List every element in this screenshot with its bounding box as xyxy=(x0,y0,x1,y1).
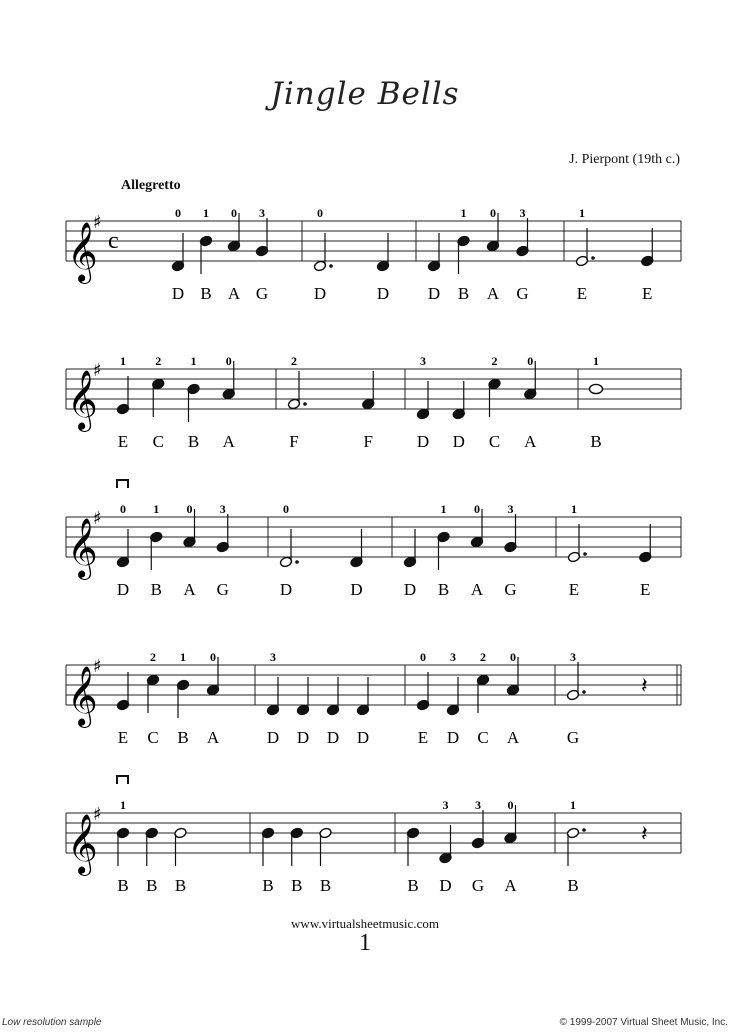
fingering-number: 2 xyxy=(480,650,486,664)
fingering-number: 0 xyxy=(420,650,426,664)
key-signature-sharp: ♯ xyxy=(93,656,102,677)
treble-clef-icon: 𝄞 xyxy=(67,814,98,874)
note-name-label: D xyxy=(416,432,430,451)
treble-clef-icon: 𝄞 xyxy=(67,518,98,578)
time-signature: c xyxy=(108,228,119,254)
note-name-label: B xyxy=(174,876,187,895)
augmentation-dot xyxy=(303,402,307,406)
note-name-label: A xyxy=(470,580,484,599)
fingering-number: 0 xyxy=(186,502,193,516)
augmentation-dot xyxy=(582,690,586,694)
augmentation-dot xyxy=(582,828,586,832)
fingering-number: 2 xyxy=(150,650,156,664)
fingering-number: 3 xyxy=(519,206,526,220)
quarter-rest: 𝄽 xyxy=(641,822,648,847)
fingering-number: 3 xyxy=(450,650,456,664)
note-name-label: C xyxy=(488,432,501,451)
note-name-label: A xyxy=(524,432,537,451)
fingering-number: 0 xyxy=(283,502,289,516)
note-name-label: B xyxy=(200,284,212,303)
note-name-label: C xyxy=(152,432,164,451)
fingering-number: 0 xyxy=(120,502,126,516)
fingering-number: 0 xyxy=(175,206,181,220)
fingering-number: 1 xyxy=(203,206,209,220)
fingering-number: 3 xyxy=(420,354,426,368)
note-name-label: D xyxy=(171,284,185,303)
fingering-number: 1 xyxy=(120,354,126,368)
composer-credit: J. Pierpont (19th c.) xyxy=(569,152,680,167)
note-name-label: B xyxy=(146,876,158,895)
staff-system xyxy=(66,354,681,451)
note-name-label: B xyxy=(457,284,470,303)
down-bow-icon xyxy=(117,776,128,784)
note-name-label: B xyxy=(319,876,332,895)
note-name-label: B xyxy=(150,580,162,599)
tempo-marking: Allegretto xyxy=(121,178,181,193)
note-name-label: B xyxy=(262,876,274,895)
fingering-number: 1 xyxy=(579,206,585,220)
note-name-label: A xyxy=(506,728,520,747)
fingering-number: 2 xyxy=(155,354,162,368)
staff-system xyxy=(66,776,681,895)
note-name-label: E xyxy=(117,432,129,451)
note-name-label: A xyxy=(227,284,241,303)
key-signature-sharp: ♯ xyxy=(93,508,102,529)
note-name-label: G xyxy=(516,284,529,303)
piece-title: Jingle Bells xyxy=(270,76,460,112)
fingering-number: 1 xyxy=(180,650,186,664)
low-resolution-note: Low resolution sample xyxy=(2,1017,102,1028)
staff-system xyxy=(66,480,681,599)
note-name-label: C xyxy=(477,728,489,747)
note-name-label: B xyxy=(187,432,200,451)
note-name-label: D xyxy=(403,580,417,599)
note-name-label: D xyxy=(452,432,465,451)
fingering-number: 3 xyxy=(270,650,276,664)
fingering-number: 0 xyxy=(317,206,323,220)
fingering-number: 0 xyxy=(510,650,516,664)
note-name-label: E xyxy=(576,284,588,303)
note-name-label: A xyxy=(486,284,500,303)
treble-clef-icon: 𝄞 xyxy=(67,222,98,282)
note-name-label: F xyxy=(289,432,299,451)
key-signature-sharp: ♯ xyxy=(93,212,102,233)
note-name-label: G xyxy=(255,284,269,303)
fingering-number: 0 xyxy=(225,354,232,368)
fingering-number: 3 xyxy=(259,206,265,220)
fingering-number: 1 xyxy=(593,354,599,368)
note-name-label: A xyxy=(504,876,517,895)
note-name-label: E xyxy=(640,580,651,599)
note-name-label: A xyxy=(206,728,220,747)
note-name-label: D xyxy=(376,284,390,303)
key-signature-sharp: ♯ xyxy=(93,804,102,825)
note-name-label: D xyxy=(427,284,441,303)
note-name-label: D xyxy=(350,580,363,599)
note-name-label: D xyxy=(296,728,310,747)
note-name-label: E xyxy=(568,580,580,599)
fingering-number: 1 xyxy=(571,502,577,516)
augmentation-dot xyxy=(295,560,299,564)
note-name-label: D xyxy=(439,876,452,895)
fingering-number: 1 xyxy=(153,502,160,516)
fingering-number: 1 xyxy=(570,798,576,812)
fingering-number: 3 xyxy=(570,650,576,664)
fingering-number: 3 xyxy=(507,502,514,516)
treble-clef-icon: 𝄞 xyxy=(67,666,98,726)
copyright-notice: © 1999-2007 Virtual Sheet Music, Inc. xyxy=(559,1017,728,1028)
fingering-number: 0 xyxy=(490,206,496,220)
note-name-label: D xyxy=(326,728,340,747)
note-name-label: G xyxy=(216,580,229,599)
down-bow-icon xyxy=(117,480,128,488)
augmentation-dot xyxy=(329,264,333,268)
fingering-number: 0 xyxy=(210,650,216,664)
note-name-label: C xyxy=(147,728,159,747)
note-name-label: B xyxy=(291,876,303,895)
note-name-label: G xyxy=(504,580,517,599)
note-name-label: D xyxy=(279,580,293,599)
treble-clef-icon: 𝄞 xyxy=(67,370,98,430)
staff-system xyxy=(66,206,681,303)
fingering-number: 2 xyxy=(491,354,498,368)
note-name-label: D xyxy=(116,580,130,599)
fingering-number: 0 xyxy=(474,502,480,516)
note-name-label: B xyxy=(567,876,579,895)
staff-system xyxy=(66,650,681,747)
fingering-number: 0 xyxy=(527,354,534,368)
note-name-label: G xyxy=(566,728,580,747)
fingering-number: 1 xyxy=(190,354,197,368)
note-name-label: B xyxy=(117,876,129,895)
note-name-label: F xyxy=(363,432,373,451)
fingering-number: 3 xyxy=(475,798,481,812)
note-name-label: G xyxy=(471,876,485,895)
note-name-label: D xyxy=(356,728,370,747)
note-name-label: E xyxy=(417,728,429,747)
augmentation-dot xyxy=(583,552,587,556)
fingering-number: 0 xyxy=(507,798,514,812)
note-name-label: B xyxy=(590,432,602,451)
note-head xyxy=(590,384,603,393)
note-name-label: E xyxy=(117,728,129,747)
fingering-number: 1 xyxy=(460,206,467,220)
note-name-label: A xyxy=(222,432,235,451)
note-name-label: D xyxy=(446,728,460,747)
fingering-number: 0 xyxy=(231,206,237,220)
website-url: www.virtualsheetmusic.com xyxy=(291,916,439,931)
fingering-number: 1 xyxy=(440,502,447,516)
note-name-label: D xyxy=(266,728,280,747)
note-name-label: B xyxy=(177,728,189,747)
note-name-label: E xyxy=(642,284,653,303)
page-number: 1 xyxy=(359,930,371,956)
fingering-number: 1 xyxy=(120,798,126,812)
augmentation-dot xyxy=(591,256,595,260)
fingering-number: 3 xyxy=(219,502,226,516)
note-name-label: A xyxy=(183,580,196,599)
fingering-number: 3 xyxy=(442,798,449,812)
note-name-label: B xyxy=(407,876,419,895)
note-name-label: D xyxy=(313,284,327,303)
quarter-rest: 𝄽 xyxy=(641,674,648,699)
note-name-label: B xyxy=(437,580,450,599)
fingering-number: 2 xyxy=(291,354,297,368)
key-signature-sharp: ♯ xyxy=(93,360,102,381)
